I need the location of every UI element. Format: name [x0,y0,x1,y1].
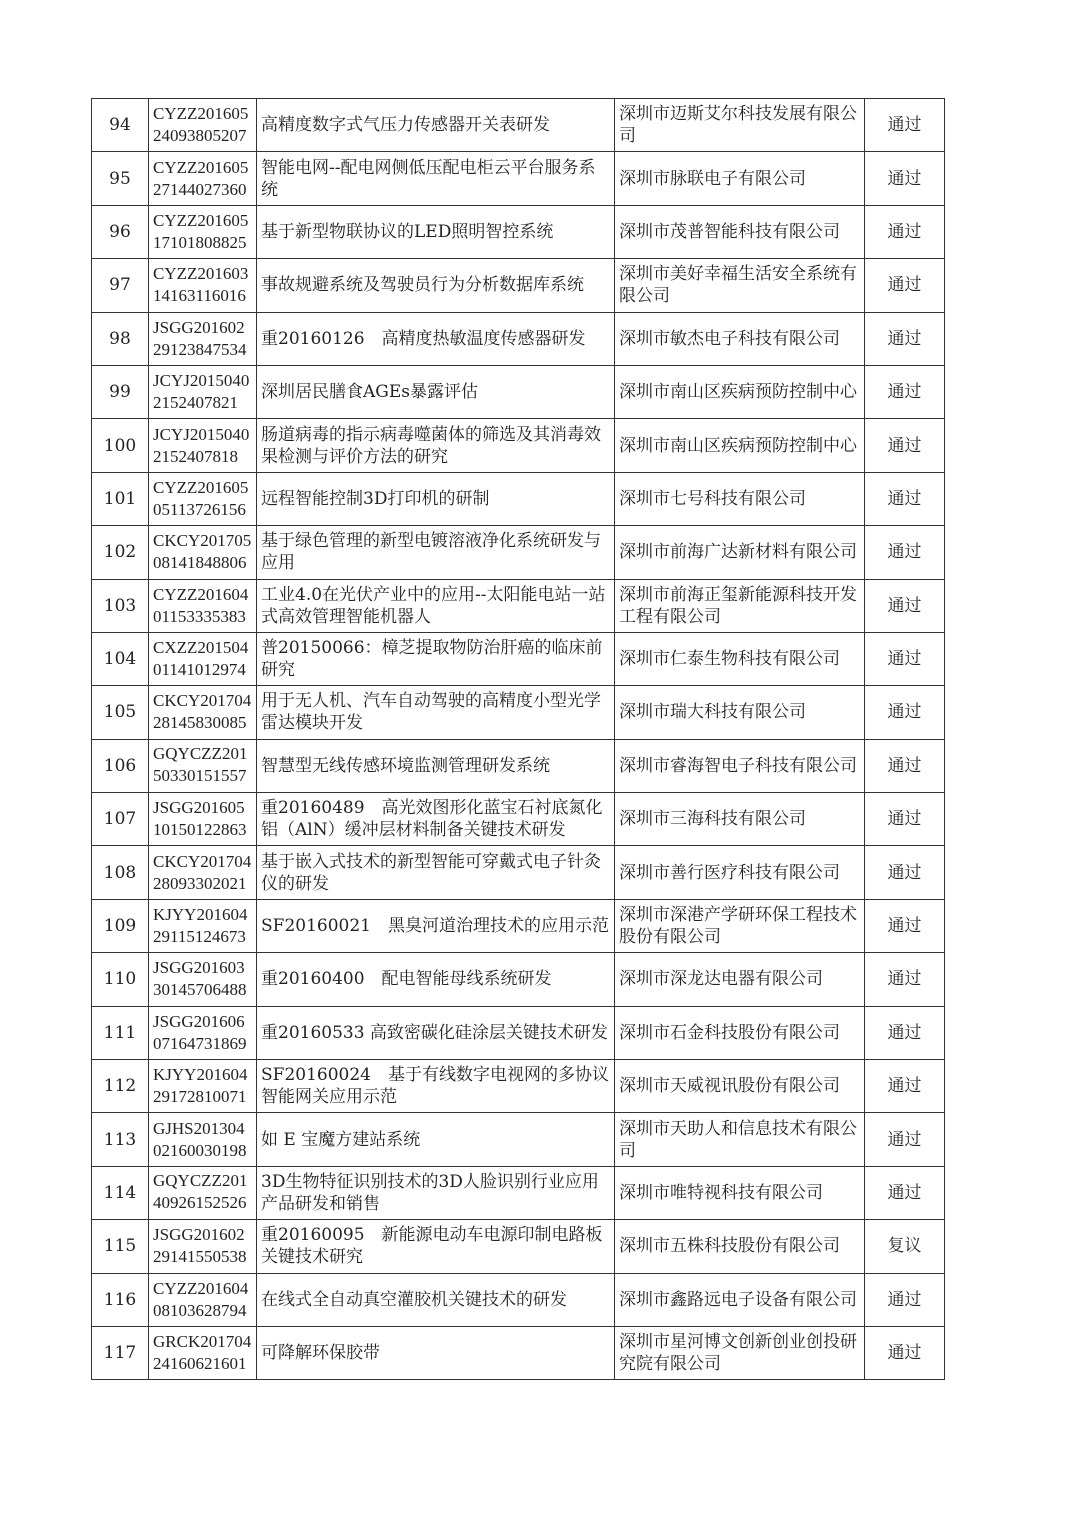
table-row [92,152,945,205]
project-title: 重20160400 配电智能母线系统研发 [261,969,552,990]
project-title: 高精度数字式气压力传感器开关表研发 [261,115,550,136]
project-title-cell [257,1060,615,1113]
project-code: KJYY20160429115124673 [153,905,248,947]
organization-name: 深圳市石金科技股份有限公司 [619,1022,840,1043]
row-number-cell [92,1220,149,1273]
project-title-cell [257,846,615,899]
review-status-cell [865,579,945,632]
project-code: CYZZ20160314163116016 [153,264,249,306]
project-title: 重20160095 新能源电动车电源印制电路板关键技术研究 [261,1225,603,1268]
row-number-cell [92,1060,149,1113]
project-code-cell [149,365,257,418]
review-status-cell [865,419,945,472]
project-title-cell [257,793,615,846]
project-code-cell [149,1006,257,1059]
table-row [92,526,945,579]
row-number: 116 [103,1289,137,1310]
organization-name: 深圳市深港产学研环保工程技术股份有限公司 [619,905,857,948]
project-title: 普20150066：樟芝提取物防治肝癌的临床前研究 [261,638,603,681]
review-status: 通过 [887,115,922,136]
project-code-cell [149,1326,257,1379]
row-number-cell [92,526,149,579]
project-title-cell [257,739,615,792]
table-row [92,953,945,1006]
project-code: JSGG20160510150122863 [153,798,247,840]
project-title: 基于新型物联协议的LED照明智控系统 [261,221,554,242]
table-row [92,793,945,846]
project-title-cell [257,365,615,418]
project-code-cell [149,1220,257,1273]
project-code: CKCY20170428093302021 [153,851,252,893]
review-status-cell [865,1326,945,1379]
row-number-cell [92,312,149,365]
project-title-cell [257,259,615,312]
table-row [92,312,945,365]
row-number: 111 [103,1022,137,1043]
row-number: 115 [103,1236,137,1257]
project-code: JSGG20160229141550538 [153,1225,247,1267]
organization-name-cell [615,1060,865,1113]
project-code-cell [149,686,257,739]
organization-name: 深圳市天助人和信息技术有限公司 [619,1118,857,1161]
review-status-cell [865,205,945,258]
organization-name-cell [615,99,865,152]
project-code: CKCY20170428145830085 [153,691,252,733]
review-status-cell [865,739,945,792]
row-number-cell [92,846,149,899]
review-status: 通过 [887,221,922,242]
review-status-cell [865,686,945,739]
project-code-cell [149,899,257,952]
project-code-cell [149,472,257,525]
project-code: KJYY20160429172810071 [153,1065,248,1107]
project-title-cell [257,1273,615,1326]
project-title-cell [257,579,615,632]
organization-name-cell [615,526,865,579]
project-code-cell [149,1060,257,1113]
row-number: 112 [103,1076,137,1097]
project-title-cell [257,152,615,205]
review-status: 通过 [887,755,922,776]
project-code-cell [149,205,257,258]
project-title: 用于无人机、汽车自动驾驶的高精度小型光学雷达模块开发 [261,691,601,734]
review-status-cell [865,1220,945,1273]
organization-name: 深圳市南山区疾病预防控制中心 [619,382,857,403]
row-number: 107 [103,809,137,830]
organization-name: 深圳市天威视讯股份有限公司 [619,1076,840,1097]
project-code-cell [149,1113,257,1166]
review-status: 通过 [887,168,922,189]
row-number: 97 [109,275,131,296]
project-title: 事故规避系统及驾驶员行为分析数据库系统 [261,275,584,296]
row-number: 104 [103,649,137,670]
project-code-cell [149,312,257,365]
project-code-cell [149,1273,257,1326]
row-number-cell [92,953,149,1006]
row-number: 101 [103,488,137,509]
project-title-cell [257,419,615,472]
project-title-cell [257,953,615,1006]
review-status: 通过 [887,275,922,296]
project-title: 可降解环保胶带 [261,1343,380,1364]
organization-name-cell [615,1166,865,1219]
project-code: JCYJ20150402152407821 [153,371,250,413]
project-code-cell [149,526,257,579]
project-title: 深圳居民膳食AGEs暴露评估 [261,382,478,403]
organization-name: 深圳市茂普智能科技有限公司 [619,221,840,242]
organization-name: 深圳市五株科技股份有限公司 [619,1236,840,1257]
project-title: 工业4.0在光伏产业中的应用--太阳能电站一站式高效管理智能机器人 [261,584,606,627]
project-code-cell [149,953,257,1006]
organization-name-cell [615,1220,865,1273]
review-status: 通过 [887,1289,922,1310]
organization-name: 深圳市七号科技有限公司 [619,488,806,509]
project-code-cell [149,1166,257,1219]
review-status: 通过 [887,862,922,883]
project-code: CYZZ20160408103628794 [153,1278,249,1320]
review-status-cell [865,1006,945,1059]
table-row [92,1113,945,1166]
row-number: 105 [103,702,137,723]
table-row [92,846,945,899]
row-number-cell [92,1006,149,1059]
project-code-cell [149,632,257,685]
organization-name-cell [615,632,865,685]
project-title-cell [257,99,615,152]
row-number-cell [92,793,149,846]
project-code-cell [149,846,257,899]
project-code: CYZZ20160524093805207 [153,104,249,146]
review-status: 通过 [887,435,922,456]
row-number-cell [92,1166,149,1219]
project-code: CXZZ20150401141012974 [153,638,249,680]
row-number-cell [92,419,149,472]
row-number: 114 [103,1183,137,1203]
project-code-cell [149,793,257,846]
row-number: 108 [103,862,137,883]
project-code-cell [149,739,257,792]
project-code: CYZZ20160527144027360 [153,157,249,199]
organization-name-cell [615,739,865,792]
organization-name-cell [615,1006,865,1059]
project-title: 基于嵌入式技术的新型智能可穿戴式电子针灸仪的研发 [261,851,601,894]
project-title: 基于绿色管理的新型电镀溶液净化系统研发与应用 [261,531,601,574]
organization-name: 深圳市睿海智电子科技有限公司 [619,755,857,776]
review-status-cell [865,793,945,846]
review-status-cell [865,632,945,685]
row-number: 102 [103,542,137,563]
project-code-cell [149,99,257,152]
project-title: 重20160489 高光效图形化蓝宝石衬底氮化铝（AlN）缓冲层材料制备关键技术研发 [261,798,603,841]
review-status-cell [865,1060,945,1113]
row-number-cell [92,1273,149,1326]
project-title-cell [257,1326,615,1379]
review-status-cell [865,312,945,365]
organization-name-cell [615,846,865,899]
organization-name: 深圳市鑫路远电子设备有限公司 [619,1289,857,1310]
project-code-cell [149,259,257,312]
project-title-cell [257,526,615,579]
project-title: 肠道病毒的指示病毒噬菌体的筛选及其消毒效果检测与评价方法的研究 [261,424,601,467]
row-number-cell [92,472,149,525]
table-row [92,739,945,792]
review-status-cell [865,99,945,152]
review-status: 通过 [887,702,922,723]
organization-name-cell [615,419,865,472]
table-body [92,99,945,1380]
row-number: 98 [109,328,131,349]
review-status: 通过 [887,1022,922,1043]
project-title: 3D生物特征识别技术的3D人脸识别行业应用产品研发和销售 [261,1172,599,1214]
review-status: 通过 [887,488,922,509]
project-code: GQYCZZ20140926152526 [153,1171,248,1212]
row-number-cell [92,1326,149,1379]
table-row [92,686,945,739]
organization-name-cell [615,793,865,846]
organization-name-cell [615,365,865,418]
organization-name: 深圳市唯特视科技有限公司 [619,1183,823,1203]
organization-name: 深圳市前海正玺新能源科技开发工程有限公司 [619,584,857,627]
project-title: 远程智能控制3D打印机的研制 [261,488,490,509]
review-status: 通过 [887,1183,922,1203]
project-title-cell [257,1113,615,1166]
project-code-cell [149,579,257,632]
review-status: 通过 [887,595,922,616]
organization-name: 深圳市美好幸福生活安全系统有限公司 [619,264,857,307]
row-number: 103 [103,595,137,616]
table-row [92,632,945,685]
organization-name-cell [615,472,865,525]
review-status: 通过 [887,916,922,937]
project-title-cell [257,472,615,525]
table-row [92,579,945,632]
review-status: 通过 [887,382,922,403]
project-code: CYZZ20160401153335383 [153,584,249,626]
organization-name-cell [615,953,865,1006]
organization-name: 深圳市前海广达新材料有限公司 [619,542,857,563]
project-code: JSGG20160607164731869 [153,1011,247,1053]
project-code: CYZZ20160517101808825 [153,210,249,252]
row-number: 94 [109,115,131,136]
row-number-cell [92,99,149,152]
review-status: 通过 [887,969,922,990]
organization-name: 深圳市善行医疗科技有限公司 [619,862,840,883]
organization-name: 深圳市敏杰电子科技有限公司 [619,328,840,349]
project-title: 智慧型无线传感环境监测管理研发系统 [261,755,550,776]
organization-name: 深圳市三海科技有限公司 [619,809,806,830]
organization-name-cell [615,205,865,258]
project-title-cell [257,899,615,952]
organization-name-cell [615,152,865,205]
organization-name-cell [615,1326,865,1379]
table-row [92,1166,945,1219]
review-status-cell [865,526,945,579]
table-row [92,259,945,312]
project-code-cell [149,419,257,472]
row-number: 100 [103,435,137,456]
project-title-cell [257,686,615,739]
row-number-cell [92,579,149,632]
project-code: GQYCZZ20150330151557 [153,743,248,785]
project-code: JSGG20160229123847534 [153,317,247,359]
table-row [92,419,945,472]
project-title: 智能电网--配电网侧低压配电柜云平台服务系统 [261,157,596,200]
row-number: 110 [103,969,137,990]
organization-name: 深圳市瑞大科技有限公司 [619,702,806,723]
row-number: 99 [109,382,131,403]
table-row [92,365,945,418]
review-status-cell [865,1113,945,1166]
table-row [92,1060,945,1113]
review-status-cell [865,472,945,525]
organization-name-cell [615,1273,865,1326]
organization-name-cell [615,312,865,365]
project-title-cell [257,205,615,258]
organization-name: 深圳市星河博文创新创业创投研究院有限公司 [619,1332,857,1375]
project-title: 在线式全自动真空灌胶机关键技术的研发 [261,1289,567,1310]
project-title-cell [257,312,615,365]
organization-name: 深圳市脉联电子有限公司 [619,168,806,189]
project-title-cell [257,1166,615,1219]
review-status-cell [865,152,945,205]
table-row [92,1220,945,1273]
table-row [92,1326,945,1379]
project-title-cell [257,1220,615,1273]
review-status: 通过 [887,1076,922,1097]
project-code: CKCY20170508141848806 [153,531,252,573]
review-status-cell [865,365,945,418]
review-status: 通过 [887,809,922,830]
organization-name: 深圳市仁泰生物科技有限公司 [619,649,840,670]
row-number-cell [92,1113,149,1166]
review-status-cell [865,846,945,899]
organization-name: 深圳市深龙达电器有限公司 [619,969,823,990]
organization-name-cell [615,579,865,632]
organization-name-cell [615,899,865,952]
row-number: 113 [103,1129,137,1150]
project-title: SF20160024 基于有线数字电视网的多协议智能网关应用示范 [261,1065,609,1108]
organization-name-cell [615,686,865,739]
project-title: SF20160021 黑臭河道治理技术的应用示范 [261,916,609,937]
project-code: JSGG20160330145706488 [153,958,247,1000]
review-status: 通过 [887,328,922,349]
review-status-cell [865,899,945,952]
review-status: 通过 [887,1129,922,1150]
table-row [92,1006,945,1059]
review-status: 通过 [887,1343,922,1364]
row-number-cell [92,205,149,258]
project-code: GJHS20130402160030198 [153,1118,247,1160]
row-number: 96 [109,221,131,242]
row-number: 95 [109,168,131,189]
project-results-table [91,98,945,1380]
project-code-cell [149,152,257,205]
table-row [92,899,945,952]
row-number-cell [92,259,149,312]
table-row [92,1273,945,1326]
project-code: CYZZ20160505113726156 [153,477,249,519]
table-row [92,99,945,152]
review-status-cell [865,953,945,1006]
row-number-cell [92,899,149,952]
project-code: JCYJ20150402152407818 [153,424,250,466]
project-title-cell [257,1006,615,1059]
review-status-cell [865,1273,945,1326]
review-status-cell [865,1166,945,1219]
row-number-cell [92,739,149,792]
organization-name: 深圳市迈斯艾尔科技发展有限公司 [619,104,857,147]
review-status: 通过 [887,542,922,563]
organization-name-cell [615,259,865,312]
row-number: 117 [103,1343,137,1364]
row-number-cell [92,686,149,739]
table-row [92,205,945,258]
row-number-cell [92,632,149,685]
project-title: 如 E 宝魔方建站系统 [261,1129,421,1150]
project-title: 重20160126 高精度热敏温度传感器研发 [261,328,586,349]
row-number: 106 [103,755,137,776]
organization-name-cell [615,1113,865,1166]
organization-name: 深圳市南山区疾病预防控制中心 [619,435,857,456]
project-code: GRCK20170424160621601 [153,1332,252,1374]
table-row [92,472,945,525]
review-status: 复议 [887,1236,922,1257]
review-status-cell [865,259,945,312]
project-title-cell [257,632,615,685]
project-title: 重20160533 高致密碳化硅涂层关键技术研发 [261,1022,608,1043]
row-number-cell [92,365,149,418]
review-status: 通过 [887,649,922,670]
row-number-cell [92,152,149,205]
row-number: 109 [103,916,137,937]
